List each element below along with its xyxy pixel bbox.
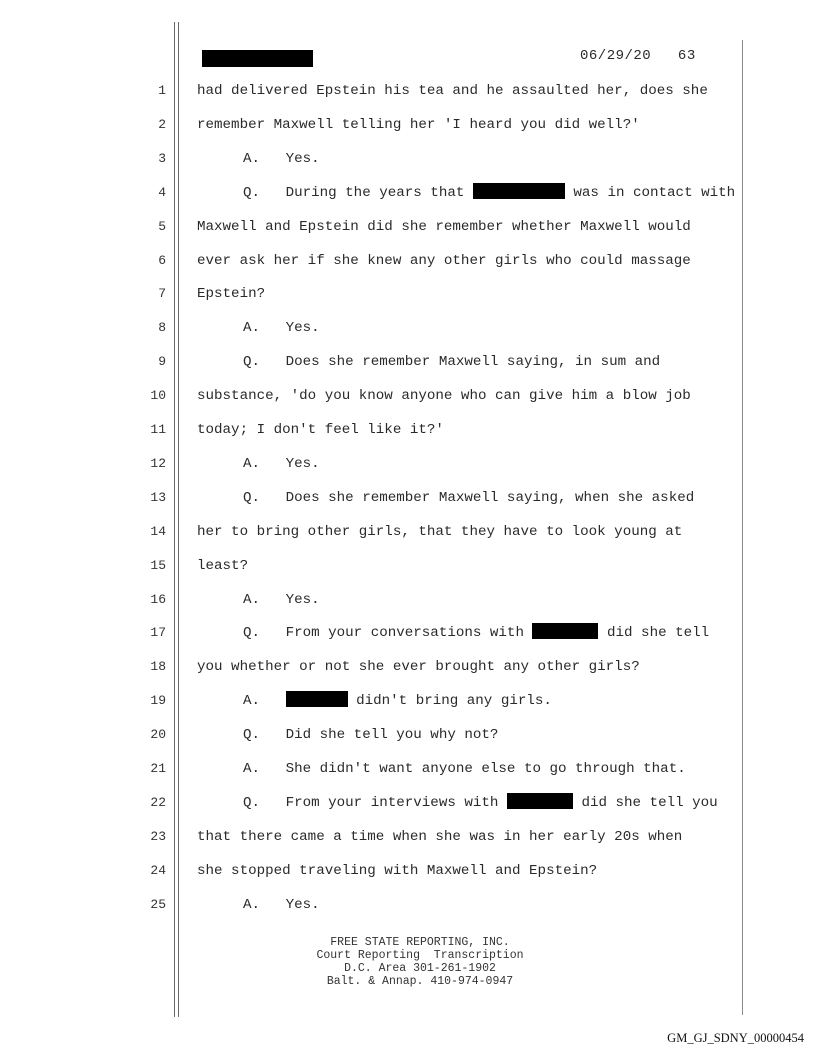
line-text <box>197 827 682 847</box>
line-text <box>243 352 660 372</box>
line-number: 18 <box>150 659 166 675</box>
line-number: 14 <box>150 523 166 539</box>
line-text-segment: Epstein? <box>197 286 266 303</box>
line-number: 9 <box>158 354 166 370</box>
line-text <box>197 556 248 576</box>
line-text <box>243 590 320 610</box>
transcript-line <box>0 488 816 510</box>
redaction-block <box>532 623 598 639</box>
footer-dc-phone: D.C. Area 301-261-1902 <box>344 962 496 975</box>
line-number: 24 <box>150 862 166 878</box>
line-text <box>243 725 498 745</box>
line-number: 4 <box>158 184 166 200</box>
line-text <box>243 488 694 508</box>
line-number: 13 <box>150 489 166 505</box>
reporter-footer <box>300 936 540 988</box>
line-number: 11 <box>150 422 166 437</box>
line-number: 7 <box>158 286 166 302</box>
line-number: 10 <box>150 388 166 404</box>
line-text-segment: A. Yes. <box>243 150 320 167</box>
line-text-segment: Q. From your conversations with <box>243 625 533 642</box>
line-text <box>243 759 686 779</box>
transcript-line <box>0 861 816 883</box>
redaction-block <box>507 793 573 809</box>
line-number: 3 <box>158 150 166 166</box>
transcript-line <box>0 386 816 408</box>
line-text <box>243 183 735 203</box>
line-number: 22 <box>150 794 166 810</box>
line-text-segment: her to bring other girls, that they have to look young at <box>197 523 683 540</box>
line-text <box>243 793 718 813</box>
transcript-line <box>0 149 816 171</box>
line-number: 23 <box>150 828 166 844</box>
line-text-segment: A. She didn't want anyone else to go through that. <box>243 761 686 777</box>
line-text-segment: Q. Did she tell you why not? <box>243 727 499 744</box>
line-text-segment: A. Yes. <box>243 320 320 337</box>
line-text <box>197 657 640 677</box>
transcript-line <box>0 217 816 239</box>
transcript-line <box>0 251 816 273</box>
line-text <box>243 454 320 474</box>
line-text-segment: that there came a time when she was in her early 20s when <box>197 828 683 845</box>
line-text-segment: Q. Does she remember Maxwell saying, when she asked <box>243 489 695 506</box>
header-date-page: 06/29/20 63 <box>580 48 696 64</box>
transcript-line <box>0 556 816 578</box>
line-number: 16 <box>150 591 166 607</box>
line-number: 20 <box>150 727 166 743</box>
line-number: 17 <box>150 625 166 641</box>
line-text-segment: Maxwell and Epstein did she remember whether Maxwell would <box>197 218 691 235</box>
bates-number: GM_GJ_SDNY_00000454 <box>667 1031 804 1045</box>
line-text-segment: did she tell <box>598 625 710 642</box>
line-text-segment: Q. From your interviews with <box>243 794 507 811</box>
line-number: 21 <box>150 761 166 776</box>
line-text <box>197 522 682 542</box>
line-text <box>197 420 444 440</box>
line-number: 8 <box>158 320 166 336</box>
line-text-segment: Q. During the years that <box>243 184 473 201</box>
transcript-line <box>0 522 816 544</box>
transcript-line <box>0 793 816 815</box>
line-number: 12 <box>150 455 166 471</box>
transcript-line <box>0 725 816 747</box>
line-text-segment: A. Yes. <box>243 455 320 472</box>
transcript-line <box>0 318 816 340</box>
line-text-segment: A. Yes. <box>243 591 320 608</box>
line-text-segment: did she tell you <box>572 794 718 811</box>
line-text-segment: had delivered Epstein his tea and he assaulted her, does she <box>197 83 708 99</box>
transcript-line <box>0 691 816 713</box>
line-text-segment: Q. Does she remember Maxwell saying, in sum and <box>243 354 661 371</box>
line-text-segment: she stopped traveling with Maxwell and Epstein? <box>197 862 598 879</box>
transcript-line <box>0 284 816 306</box>
line-number: 6 <box>158 252 166 268</box>
line-text <box>197 284 265 304</box>
footer-balt-phone: Balt. & Annap. 410-974-0947 <box>326 975 514 988</box>
line-text-segment: A. Yes. <box>243 896 320 913</box>
line-text-segment: least? <box>197 557 249 574</box>
line-text-segment: was in contact with <box>564 184 736 201</box>
transcript-line <box>0 895 816 917</box>
header-redaction <box>202 50 313 67</box>
line-text-segment: A. <box>243 693 286 710</box>
line-text <box>197 115 640 135</box>
transcript-line <box>0 183 816 205</box>
line-number: 19 <box>150 693 166 709</box>
line-number: 25 <box>150 896 166 912</box>
transcript-line <box>0 759 816 781</box>
line-number: 1 <box>158 83 166 98</box>
transcript-line <box>0 81 816 103</box>
line-text <box>197 217 691 237</box>
transcript-line <box>0 454 816 476</box>
transcript-line <box>0 590 816 612</box>
transcript-line <box>0 420 816 442</box>
transcript-line <box>0 352 816 374</box>
line-number: 15 <box>150 557 166 573</box>
line-text <box>243 691 552 711</box>
line-text <box>243 623 709 643</box>
line-text-segment: ever ask her if she knew any other girls who could massage <box>197 252 691 269</box>
line-text-segment: you whether or not she ever brought any other girls? <box>197 659 640 676</box>
line-text-segment: remember Maxwell telling her 'I heard you did well?' <box>197 116 640 133</box>
redaction-block <box>286 691 348 707</box>
footer-services: Court Reporting Transcription <box>316 949 524 962</box>
line-text <box>197 386 691 406</box>
line-text <box>197 251 691 271</box>
footer-company: FREE STATE REPORTING, INC. <box>330 936 510 949</box>
redaction-block <box>473 183 565 199</box>
line-text <box>243 318 320 338</box>
line-text <box>243 149 320 169</box>
line-number: 5 <box>158 218 166 234</box>
transcript-line <box>0 657 816 679</box>
line-text <box>197 861 597 881</box>
line-text-segment: didn't bring any girls. <box>347 693 552 710</box>
line-text-segment: today; I don't feel like it?' <box>197 422 444 438</box>
line-number: 2 <box>158 116 166 132</box>
line-text <box>197 81 708 101</box>
transcript-line <box>0 115 816 137</box>
transcript-line <box>0 623 816 645</box>
line-text <box>243 895 320 915</box>
line-text-segment: substance, 'do you know anyone who can give him a blow job <box>197 388 691 405</box>
transcript-line <box>0 827 816 849</box>
